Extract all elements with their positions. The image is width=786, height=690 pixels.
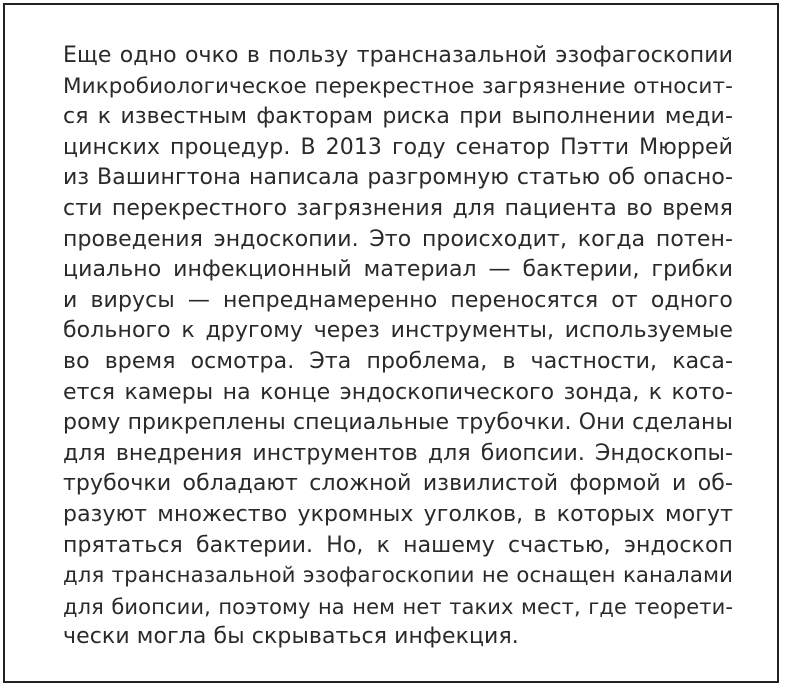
paragraph-line: циально инфекционный материал — бактерии, грибки — [63, 257, 733, 283]
body-paragraph — [63, 41, 733, 653]
paragraph-line: ется камеры на конце эндоскопического зонда, к кото- — [63, 379, 733, 405]
paragraph-line: чески могла бы скрываться инфекция. — [63, 624, 519, 650]
paragraph-line: из Вашингтона написала разгромную статью об опасно- — [63, 165, 733, 191]
paragraph-line: сти перекрестного загрязнения для пациента во время — [63, 195, 733, 221]
paragraph-line: и вирусы — непреднамеренно переносятся от одного — [63, 287, 733, 313]
paragraph-line: для биопсии, поэтому на нем нет таких мест, где теорети- — [63, 594, 733, 619]
paragraph-line: Еще одно очко в пользу трансназальной эзофагоскопии — [63, 43, 733, 68]
paragraph-line: прятаться бактерии. Но, к нашему счастью, эндоскоп — [63, 532, 733, 558]
paragraph-line: трубочки обладают сложной извилистой формой и об- — [63, 471, 733, 497]
paragraph-line: ся к известным факторам риска при выполнении меди- — [63, 104, 733, 130]
paragraph-line: больного к другому через инструменты, используемые — [63, 318, 733, 344]
paragraph-line: цинских процедур. В 2013 году сенатор Пэтти Мюррей — [63, 134, 733, 160]
paragraph-line: проведения эндоскопии. Это происходит, когда потен- — [63, 226, 733, 252]
paragraph-line: Микробиологическое перекрестное загрязнение относит- — [63, 73, 733, 99]
paragraph-line: для внедрения инструментов для биопсии. Эндоскопы- — [63, 440, 733, 466]
paragraph-line: разуют множество укромных уголков, в которых могут — [63, 501, 733, 527]
paragraph-line: во время осмотра. Эта проблема, в частности, каса- — [63, 348, 733, 374]
text-frame — [3, 3, 779, 683]
paragraph-line: для трансназальной эзофагоскопии не оснащен каналами — [63, 563, 733, 589]
paragraph-line: рому прикреплены специальные трубочки. Они сделаны — [63, 410, 733, 436]
